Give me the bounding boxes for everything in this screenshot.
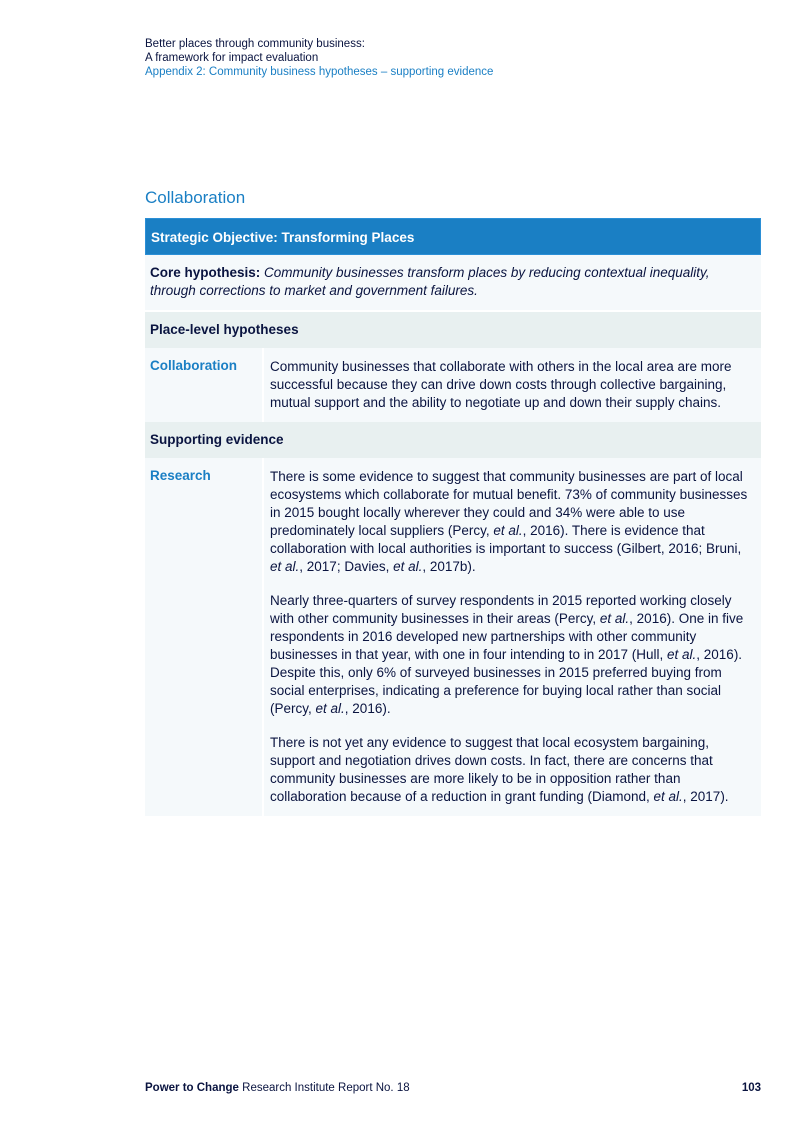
header-section-line: Appendix 2: Community business hypotheses – supporting evidence bbox=[145, 66, 494, 78]
place-level-heading: Place-level hypotheses bbox=[145, 312, 761, 348]
research-label: Research bbox=[145, 458, 264, 816]
et-al: et al. bbox=[599, 611, 630, 626]
footer-report-name: Research Institute Report No. 18 bbox=[238, 1082, 410, 1094]
page-footer bbox=[145, 1082, 761, 1094]
text-run: , 2016). Despite this, only 6% of surveyed businesses in 2015 preferred buying from social enterprises, indicating a preference for buying local rather than social (Percy, bbox=[270, 647, 743, 716]
hypothesis-table bbox=[145, 218, 761, 816]
research-paragraph-2 bbox=[270, 592, 749, 718]
text-run: There is some evidence to suggest that community businesses are part of local ecosystems which collaborate for mutual benefit. 73% of community businesses in 2015 bought locally wherever they could and 34% were able to use predominately local suppliers (Percy, bbox=[270, 469, 748, 538]
et-al: et al. bbox=[315, 701, 345, 716]
text-run: , 2017; Davies, bbox=[299, 559, 394, 574]
running-head bbox=[145, 37, 493, 79]
strategic-objective-header: Strategic Objective: Transforming Places bbox=[145, 218, 761, 255]
hypothesis-text: Community businesses that collaborate with others in the local area are more successful because they can drive down costs through collective bargaining, mutual support and the ability to negotiate up and down their supply chains. bbox=[270, 359, 732, 410]
section-title: Collaboration bbox=[145, 188, 246, 207]
text-run: , 2016). bbox=[344, 701, 391, 716]
page-number: 103 bbox=[741, 1082, 761, 1094]
et-al: et al. bbox=[653, 789, 683, 804]
et-al: et al. bbox=[393, 559, 423, 574]
header-title-line2: A framework for impact evaluation bbox=[145, 52, 319, 64]
hypothesis-row bbox=[145, 348, 761, 422]
text-run: , 2016). One in five respondents in 2016 developed new partnerships with other community businesses in that year, with one in four intending to in 2017 (Hull, bbox=[270, 611, 744, 662]
research-paragraph-3 bbox=[270, 734, 749, 806]
text-run: There is not yet any evidence to suggest that local ecosystem bargaining, support and negotiation drives down costs. In fact, there are concerns that community businesses are more likely to be in opposition rather than collaboration because of a reduction in grant funding (Diamond, bbox=[270, 735, 713, 804]
supporting-evidence-heading: Supporting evidence bbox=[145, 422, 761, 458]
text-run: , 2017). bbox=[682, 789, 729, 804]
research-paragraph-1 bbox=[270, 468, 749, 576]
research-row bbox=[145, 458, 761, 816]
et-al: et al. bbox=[493, 523, 523, 538]
footer-brand: Power to Change bbox=[145, 1082, 239, 1094]
hypothesis-label: Collaboration bbox=[145, 348, 264, 422]
core-hypothesis-text: Community businesses transform places by reducing contextual inequality, through corrections to market and government failures. bbox=[150, 265, 710, 298]
core-hypothesis-row bbox=[145, 255, 761, 312]
header-title-line1: Better places through community business: bbox=[145, 38, 365, 50]
text-run: Nearly three-quarters of survey respondents in 2015 reported working closely with other community businesses in their areas (Percy, bbox=[270, 593, 732, 626]
text-run: , 2017b). bbox=[422, 559, 476, 574]
footer-report-title bbox=[145, 1082, 410, 1094]
text-run: , 2016). There is evidence that collaboration with local authorities is important to success (Gilbert, 2016; Bruni, bbox=[270, 523, 742, 556]
et-al: et al. bbox=[270, 559, 300, 574]
research-text bbox=[264, 458, 761, 816]
core-hypothesis-label: Core hypothesis: bbox=[150, 265, 261, 280]
et-al: et al. bbox=[667, 647, 697, 662]
